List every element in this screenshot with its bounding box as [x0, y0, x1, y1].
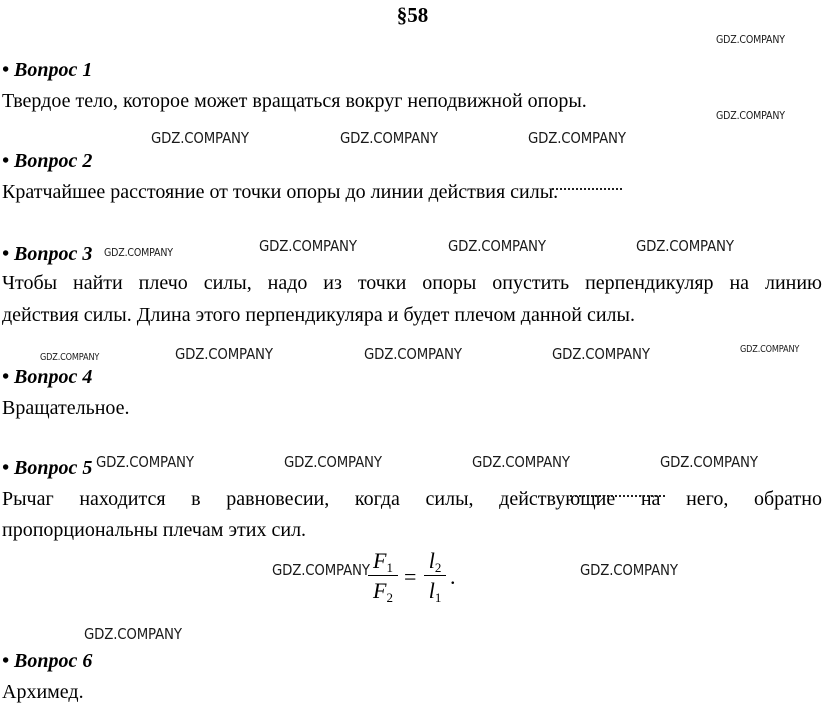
watermark: GDZ.COMPANY: [716, 109, 785, 122]
formula-rhs-fraction: [424, 548, 446, 604]
watermark: GDZ.COMPANY: [716, 33, 785, 46]
question-5-label: • Вопрос 5: [2, 457, 93, 479]
watermark: GDZ.COMPANY: [580, 561, 678, 579]
watermark: GDZ.COMPANY: [151, 129, 249, 147]
formula-lhs-denominator-sub: 2: [386, 590, 393, 605]
watermark: GDZ.COMPANY: [96, 453, 194, 471]
formula-rhs-denominator-sub: 1: [434, 590, 442, 605]
watermark: GDZ.COMPANY: [636, 237, 734, 255]
formula-rhs-denominator: l: [428, 578, 435, 603]
watermark: GDZ.COMPANY: [175, 345, 273, 363]
question-5-answer-line-1: Рычаг находится в равновесии, когда силы, действующие на него, обратно: [2, 488, 822, 510]
watermark: GDZ.COMPANY: [259, 237, 357, 255]
watermark: GDZ.COMPANY: [84, 625, 182, 643]
watermark: GDZ.COMPANY: [740, 344, 800, 355]
question-4-label: • Вопрос 4: [2, 366, 93, 388]
formula-rhs-bar: [424, 575, 446, 576]
formula-rhs-numerator-sub: 2: [434, 560, 442, 575]
watermark: GDZ.COMPANY: [448, 237, 546, 255]
watermark: GDZ.COMPANY: [552, 345, 650, 363]
formula-lhs-numerator-sub: 1: [386, 560, 393, 575]
watermark: GDZ.COMPANY: [364, 345, 462, 363]
formula-equals: =: [404, 564, 417, 589]
watermark: GDZ.COMPANY: [528, 129, 626, 147]
question-3-label: • Вопрос 3: [2, 243, 93, 265]
question-3-answer-line-2: действия силы. Длина этого перпендикуляра и будет плечом данной силы.: [2, 304, 635, 326]
question-3-answer-line-1: Чтобы найти плечо силы, надо из точки опоры опустить перпендикуляр на линию: [2, 272, 822, 294]
question-4-answer: Вращательное.: [2, 397, 130, 419]
formula-rhs-numerator: l: [428, 548, 435, 573]
formula-lhs-numerator: F: [373, 548, 387, 573]
watermark: GDZ.COMPANY: [472, 453, 570, 471]
formula-lhs-fraction: [368, 548, 398, 604]
question-6-label: • Вопрос 6: [2, 650, 93, 672]
watermark: GDZ.COMPANY: [40, 352, 100, 363]
question-2-answer: Кратчайшее расстояние от точки опоры до линии действия силы.: [2, 181, 559, 203]
question-6-answer: Архимед.: [2, 681, 84, 703]
watermark: GDZ.COMPANY: [272, 561, 370, 579]
question-1-label: • Вопрос 1: [2, 59, 93, 81]
formula-lhs-denominator: F: [373, 578, 387, 603]
watermark: GDZ.COMPANY: [340, 129, 438, 147]
watermark: GDZ.COMPANY: [660, 453, 758, 471]
ratio-formula: [368, 548, 468, 610]
page-title: §58: [396, 3, 429, 27]
watermark: GDZ.COMPANY: [104, 246, 173, 259]
scan-artifact-mark: [570, 495, 665, 497]
question-5-answer-line-2: пропорциональны плечам этих сил.: [2, 519, 307, 541]
watermark: GDZ.COMPANY: [284, 453, 382, 471]
question-1-answer: Твердое тело, которое может вращаться вокруг неподвижной опоры.: [2, 90, 587, 112]
formula-lhs-bar: [368, 575, 398, 576]
question-2-label: • Вопрос 2: [2, 150, 93, 172]
scan-artifact-mark: [552, 188, 622, 190]
formula-period: .: [450, 564, 456, 589]
